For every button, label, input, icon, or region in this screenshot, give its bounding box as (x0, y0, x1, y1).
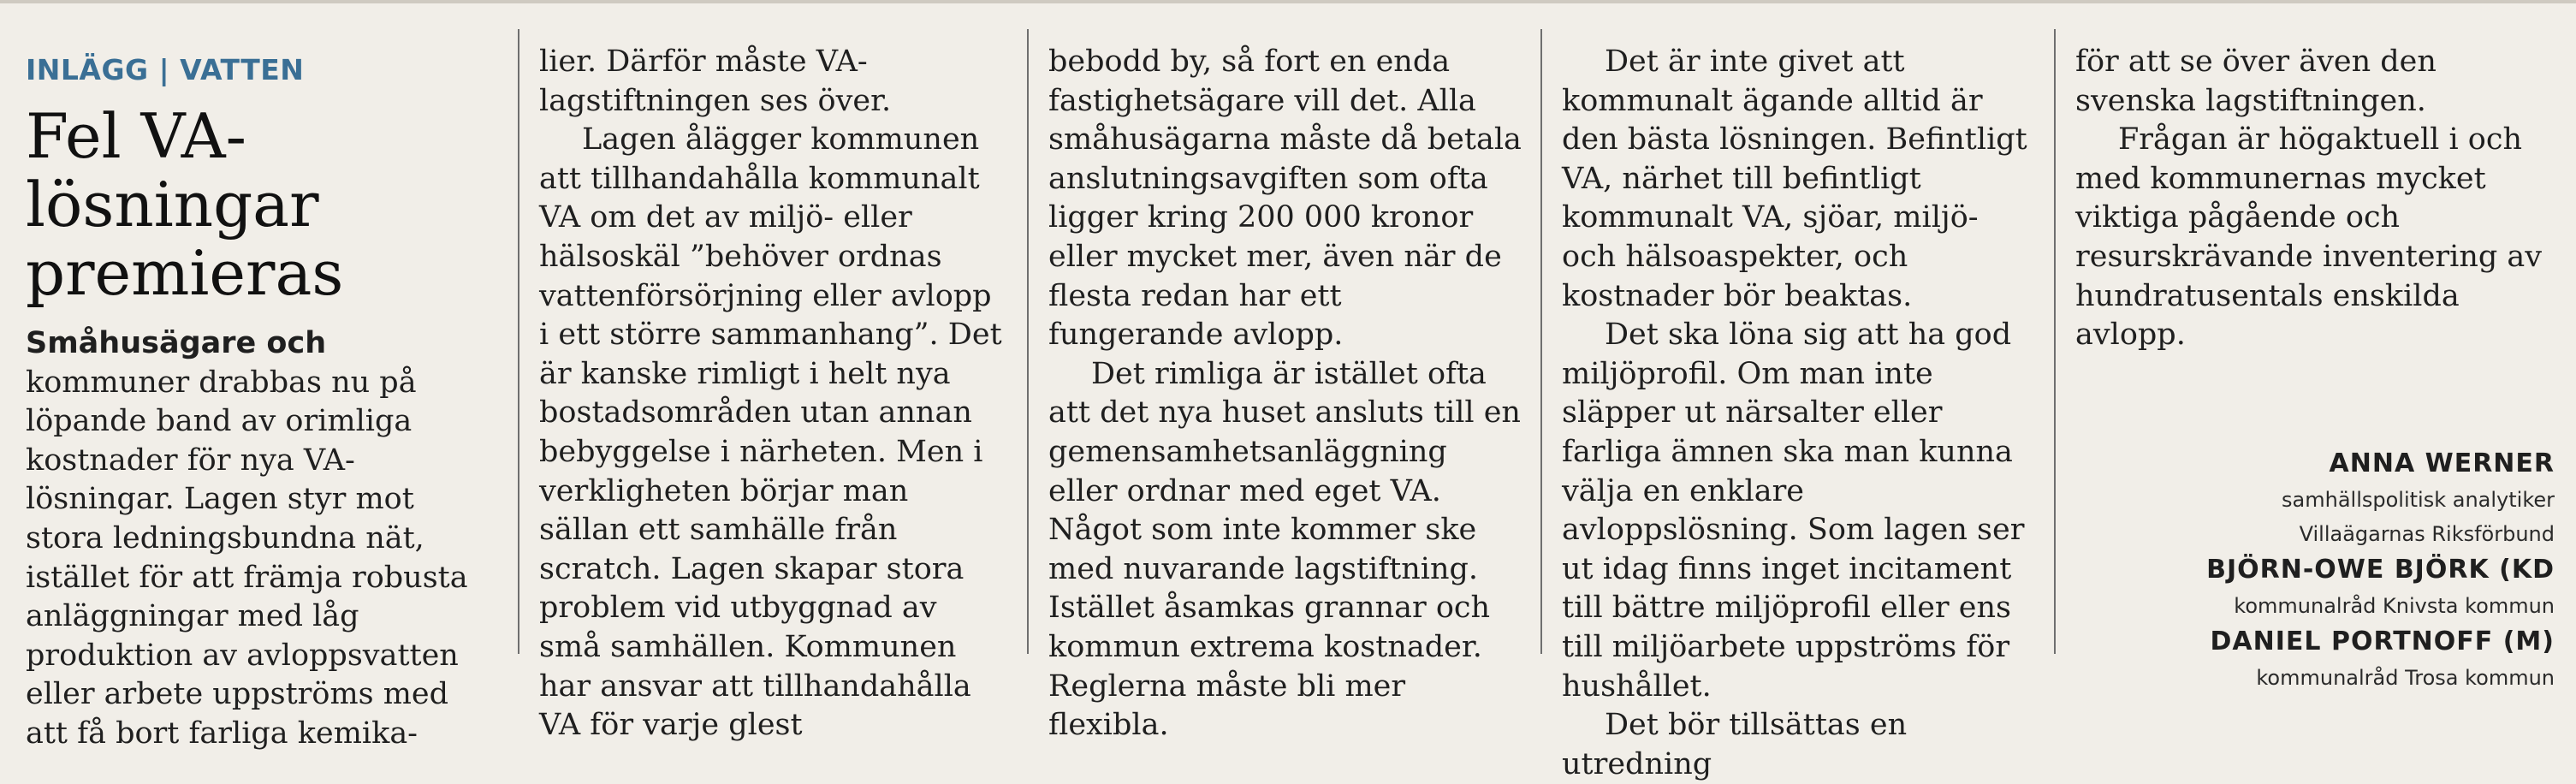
paragraph: Frågan är högaktuell i och med kommunernas mycket viktiga pågående och resurskrävande inventering av hundratusentals enskilda avlopp. (2075, 122, 2543, 353)
paragraph: för att se över även den svenska lagstiftningen. (2075, 45, 2437, 118)
column-divider-2 (1027, 29, 1029, 654)
signature-name: ANNA WERNER (2329, 448, 2555, 478)
column-divider-4 (2054, 29, 2056, 654)
signatures (2075, 445, 2555, 695)
paragraph: Det bör tillsättas en utredning (1562, 708, 1908, 781)
column-divider-3 (1540, 29, 1542, 654)
column-2 (539, 43, 1006, 743)
column-5 (2075, 43, 2555, 690)
paragraph: Lagen ålägger kommunen att tillhandahålla kommunalt VA om det av miljö- eller hälsoskäl ”behöver ordnas vattenförsörjning eller avlopp i ett större sammanhang”. Det är kanske rimligt i helt nya bostadsområden utan annan bebyggelse i närheten. Men i verkligheten börjar man sällan ett samhälle från scratch. Lagen skapar stora problem vid utbyggnad av små samhällen. Kommunen har ansvar att tillhandahålla VA för varje glest (539, 122, 1002, 743)
signature-title: kommunalråd Trosa kommun (2256, 665, 2555, 690)
top-rule (0, 0, 2576, 3)
section-kicker: INLÄGG | VATTEN (26, 53, 305, 86)
paragraph: Det rimliga är istället ofta att det nya huset ansluts till en gemensamhetsanläggning eller ordnar med eget VA. Något som inte kommer ske med nuvarande lagstiftning. Istället åsamkas grannar och kommun extrema kostnader. Reglerna måste bli mer flexibla. (1048, 356, 1521, 743)
signature-title: Villaägarnas Riksförbund (2299, 521, 2555, 546)
paragraph: bebodd by, så fort en enda fastighetsägare vill det. Alla småhusägarna måste då betala anslutningsavgiften som ofta ligger kring 200 000 kronor eller mycket mer, även när de flesta redan har ett fungerande avlopp. (1048, 45, 1522, 353)
lead-paragraph (26, 324, 492, 754)
headline: Fel VA-lösningar premieras (26, 100, 344, 309)
signature-name: DANIEL PORTNOFF (M) (2210, 626, 2555, 656)
signature-name: BJÖRN-OWE BJÖRK (KD (2206, 554, 2555, 585)
lead-bold: Småhusägare och (26, 326, 327, 360)
paragraph: Det är inte givet att kommunalt ägande alltid är den bästa lösningen. Befintligt VA, närhet till befintligt kommunalt VA, sjöar, miljö- och hälsoaspekter, och kostnader bör beaktas. (1562, 45, 2027, 313)
column-3 (1048, 43, 1523, 743)
column-1 (26, 43, 492, 751)
paragraph: lier. Därför måste VA-lagstiftningen ses över. (539, 45, 892, 118)
lead-text: kommuner drabbas nu på löpande band av orimliga kostnader för nya VA-lösningar. Lagen styr mot stora ledningsbundna nät, istället för att främja robusta anläggningar med låg produktion av avloppsvatten eller arbete uppströms med att få bort farliga kemika- (26, 365, 468, 751)
column-divider-1 (518, 29, 519, 654)
column-4 (1562, 43, 2037, 781)
signature-title: samhällspolitisk analytiker (2282, 487, 2555, 512)
paragraph: Det ska löna sig att ha god miljöprofil. Om man inte släpper ut närsalter eller farliga ämnen ska man kunna välja en enklare avloppslösning. Som lagen ser ut idag finns inget incitament till bättre miljöprofil eller ens till miljöarbete uppströms för hushållet. (1562, 318, 2025, 704)
signature-title: kommunalråd Knivsta kommun (2234, 593, 2555, 618)
